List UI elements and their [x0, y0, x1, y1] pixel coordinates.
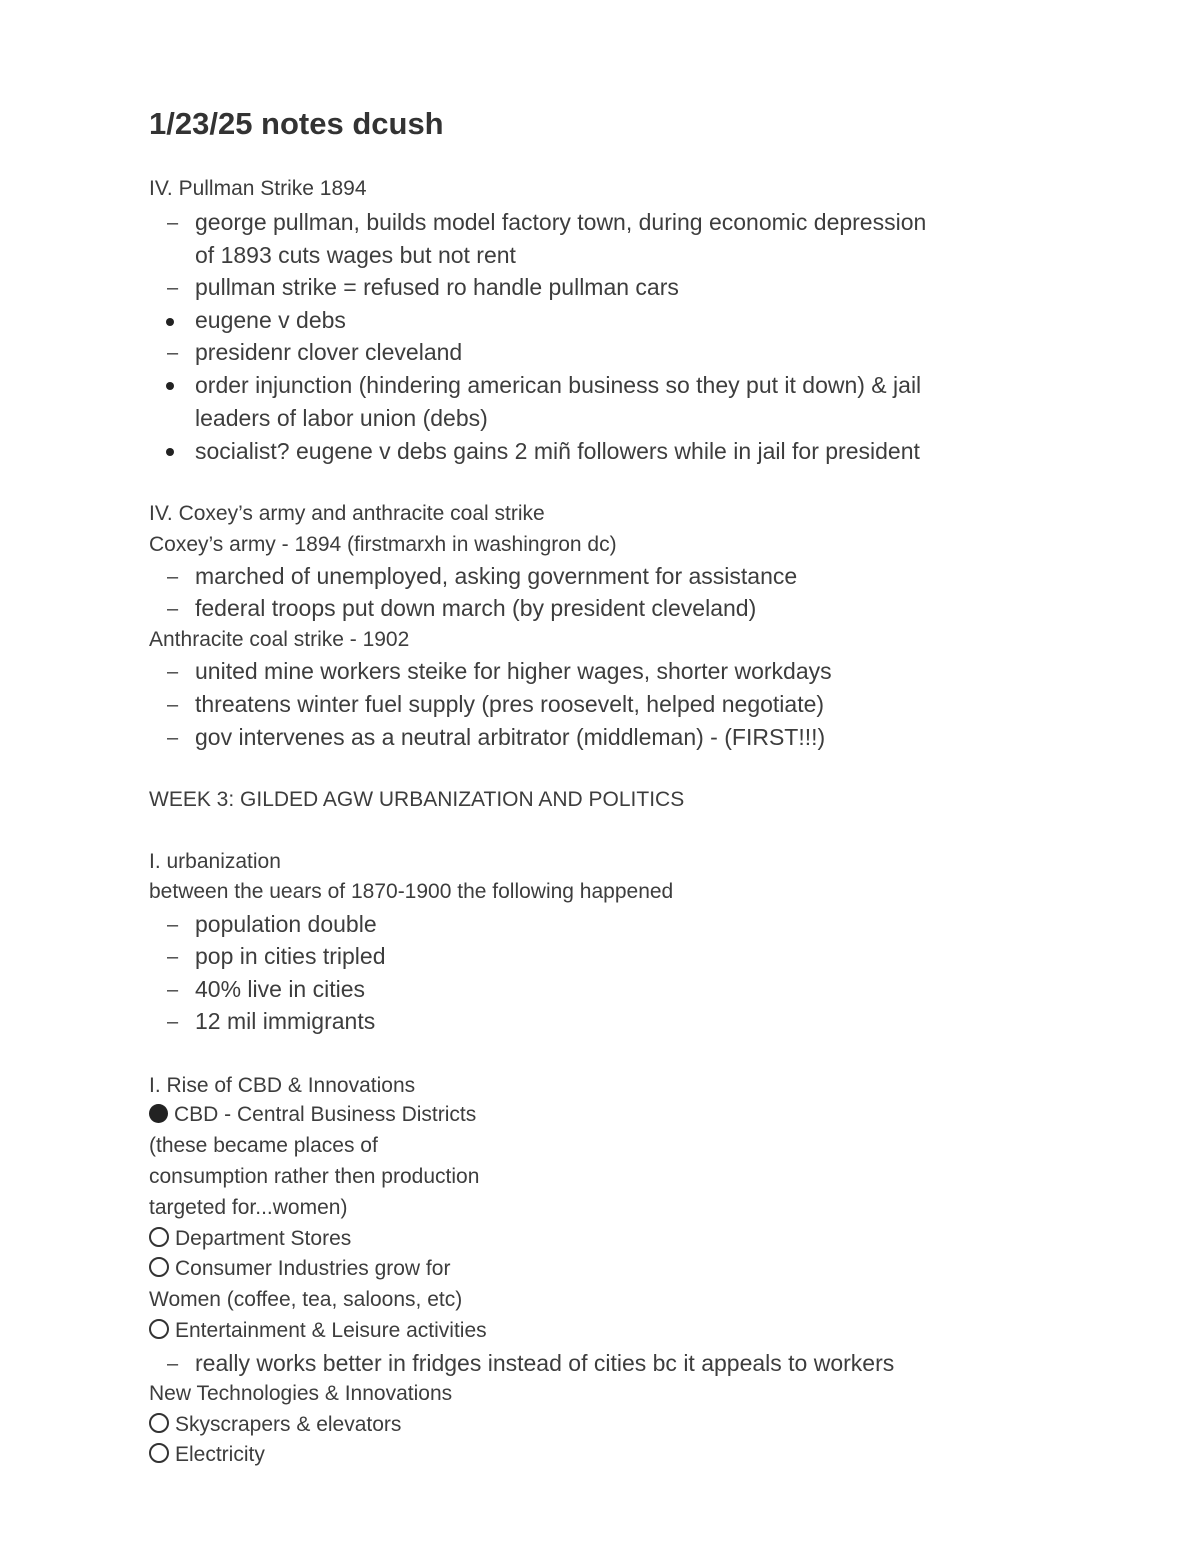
list-item-continuation: of 1893 cuts wages but not rent	[195, 242, 516, 268]
list-item: 40% live in cities	[195, 976, 366, 1002]
list-item: presidenr clover cleveland	[195, 339, 463, 365]
list-item: pullman strike = refused ro handle pullman cars	[195, 274, 679, 300]
dash-marker: –	[167, 694, 179, 716]
dash-marker: –	[167, 979, 179, 1001]
dash-marker: –	[167, 598, 179, 620]
week-heading: WEEK 3: GILDED AGW URBANIZATION AND POLITICS	[149, 788, 685, 811]
cbd-line	[149, 1103, 476, 1127]
list-item: socialist? eugene v debs gains 2 miñ followers while in jail for president	[195, 438, 920, 464]
list-item: marched of unemployed, asking government for assistance	[195, 563, 798, 589]
list-item: threatens winter fuel supply (pres roosevelt, helped negotiate)	[195, 691, 825, 717]
list-item: pop in cities tripled	[195, 943, 386, 969]
consumer-text: Consumer Industries grow for	[175, 1257, 451, 1280]
bullet-icon	[166, 448, 174, 456]
open-circle-icon	[149, 1413, 169, 1433]
dash-marker: –	[167, 1353, 179, 1375]
subheading-coxey-army: Coxey’s army - 1894 (firstmarxh in washingron dc)	[149, 533, 617, 556]
cbd-text: CBD - Central Business Districts	[174, 1103, 477, 1126]
entertainment-line	[149, 1319, 487, 1343]
open-circle-icon	[149, 1443, 169, 1463]
dept-stores-text: Department Stores	[175, 1227, 352, 1250]
list-item: gov intervenes as a neutral arbitrator (middleman) - (FIRST!!!)	[195, 724, 826, 750]
paren-line: consumption rather then production	[149, 1165, 480, 1188]
consumer-line-continuation: Women (coffee, tea, saloons, etc)	[149, 1288, 463, 1311]
dash-marker: –	[167, 1011, 179, 1033]
dash-marker: –	[167, 727, 179, 749]
paren-line: targeted for...women)	[149, 1196, 348, 1219]
open-circle-icon	[149, 1257, 169, 1277]
dept-stores-line	[149, 1227, 351, 1251]
section-heading-cbd: I. Rise of CBD & Innovations	[149, 1074, 416, 1097]
list-item: order injunction (hindering american business so they put it down) & jail	[195, 372, 922, 398]
dash-marker: –	[167, 342, 179, 364]
bullet-icon	[166, 318, 174, 326]
electricity-text: Electricity	[175, 1443, 265, 1466]
dash-marker: –	[167, 661, 179, 683]
list-item: george pullman, builds model factory town, during economic depression	[195, 209, 927, 235]
page-title: 1/23/25 notes dcush	[149, 106, 444, 141]
dash-marker: –	[167, 566, 179, 588]
dash-marker: –	[167, 277, 179, 299]
dash-marker: –	[167, 914, 179, 936]
skyscrapers-text: Skyscrapers & elevators	[175, 1413, 402, 1436]
open-circle-icon	[149, 1319, 169, 1339]
entertainment-text: Entertainment & Leisure activities	[175, 1319, 487, 1342]
dash-marker: –	[167, 212, 179, 234]
electricity-line	[149, 1443, 265, 1467]
list-item: united mine workers steike for higher wages, shorter workdays	[195, 658, 832, 684]
bullet-icon	[166, 382, 174, 390]
paren-line: (these became places of	[149, 1134, 378, 1157]
new-tech-heading: New Technologies & Innovations	[149, 1382, 453, 1405]
section-heading-urbanization: I. urbanization	[149, 850, 281, 873]
urbanization-intro: between the uears of 1870-1900 the following happened	[149, 880, 674, 903]
section-heading-pullman: IV. Pullman Strike 1894	[149, 177, 367, 200]
dash-marker: –	[167, 946, 179, 968]
list-item: really works better in fridges instead of cities bc it appeals to workers	[195, 1350, 895, 1376]
open-circle-icon	[149, 1227, 169, 1247]
subheading-coal-strike: Anthracite coal strike - 1902	[149, 628, 410, 651]
list-item: eugene v debs	[195, 307, 346, 333]
skyscrapers-line	[149, 1413, 401, 1437]
filled-circle-icon	[149, 1104, 168, 1123]
section-heading-coxey: IV. Coxey’s army and anthracite coal strike	[149, 502, 545, 525]
list-item-continuation: leaders of labor union (debs)	[195, 405, 488, 431]
list-item: population double	[195, 911, 377, 937]
consumer-line	[149, 1257, 450, 1281]
list-item: federal troops put down march (by president cleveland)	[195, 595, 757, 621]
list-item: 12 mil immigrants	[195, 1008, 376, 1034]
